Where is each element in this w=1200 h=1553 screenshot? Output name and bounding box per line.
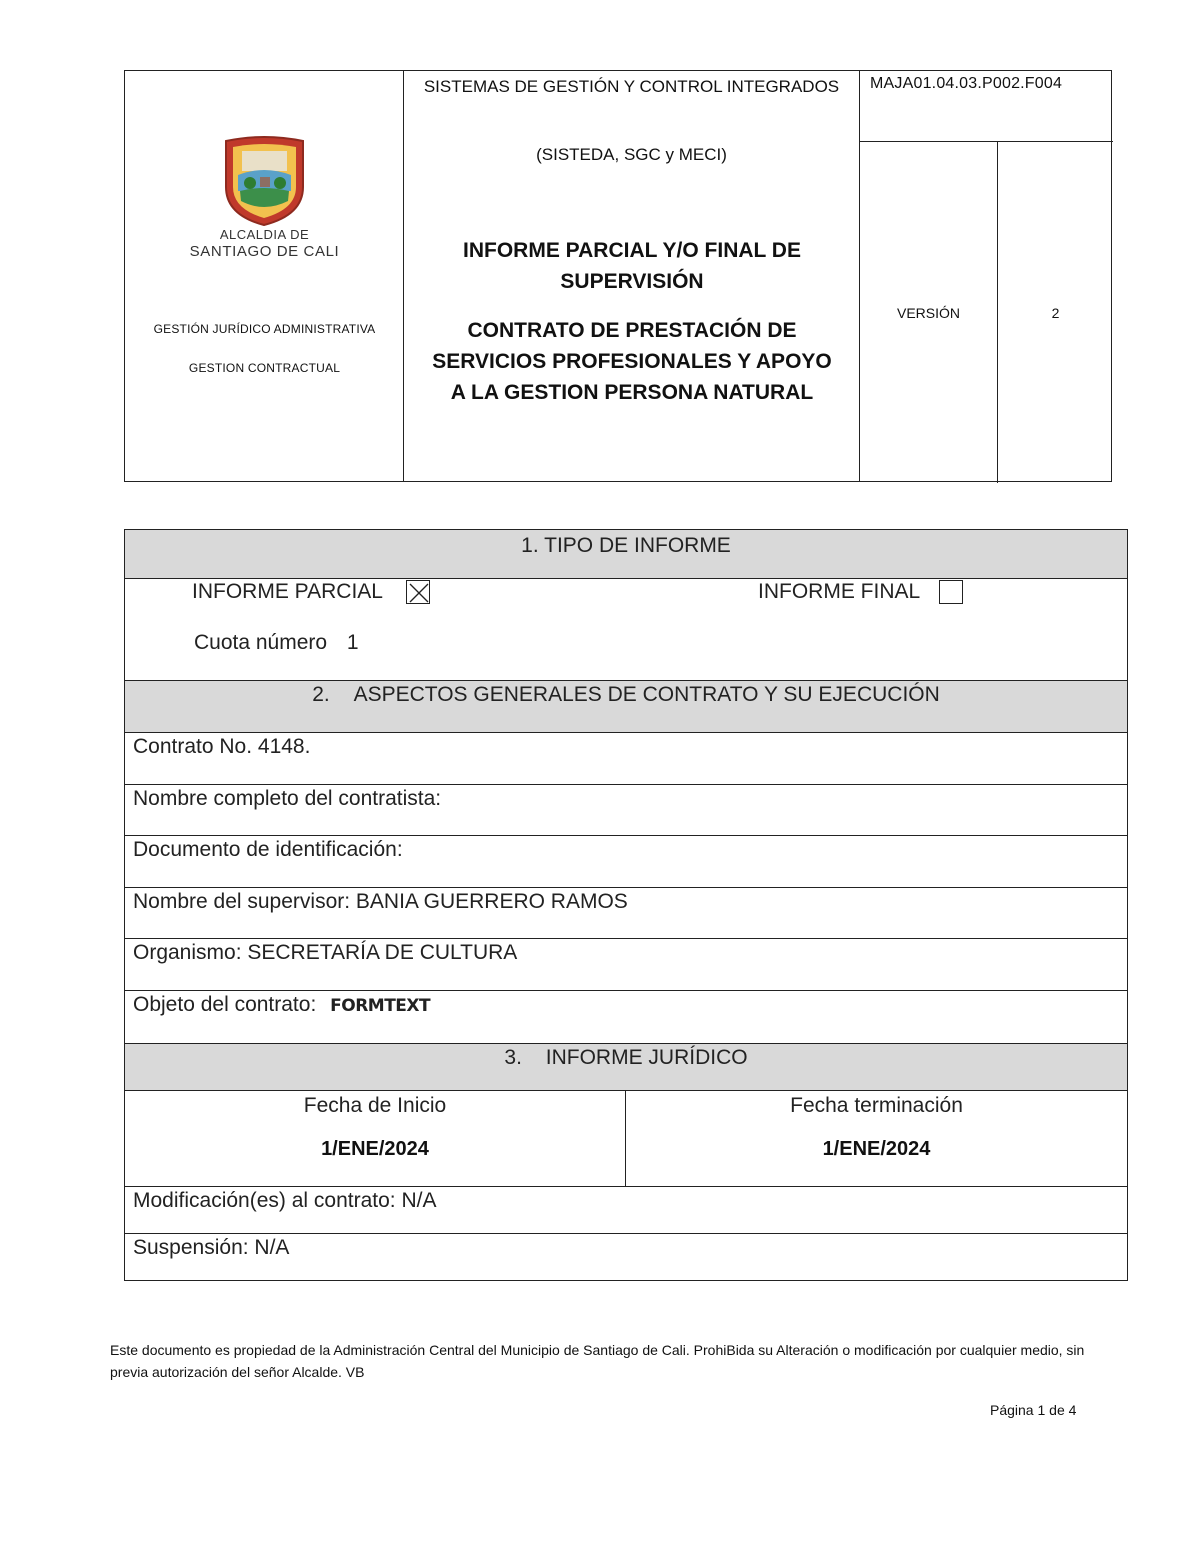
partial-report-label: INFORME PARCIAL bbox=[192, 580, 383, 603]
section-2-title bbox=[125, 681, 1127, 707]
section-1-header bbox=[125, 530, 1127, 579]
end-date-label: Fecha terminación bbox=[790, 1094, 963, 1117]
section-1-title: 1. TIPO DE INFORME bbox=[521, 534, 731, 557]
suspension-row bbox=[125, 1234, 1127, 1280]
report-type-row bbox=[125, 579, 1127, 681]
final-report-label: INFORME FINAL bbox=[758, 580, 920, 603]
header-table bbox=[124, 70, 1112, 482]
document-code: MAJA01.04.03.P002.F004 bbox=[860, 71, 1113, 142]
page-number: Página 1 de 4 bbox=[990, 1402, 1077, 1418]
modifications-text: Modificación(es) al contrato: N/A bbox=[133, 1189, 437, 1212]
system-name: SISTEMAS DE GESTIÓN Y CONTROL INTEGRADOS bbox=[423, 77, 840, 96]
section-3-title bbox=[125, 1044, 1127, 1070]
section-2-label: ASPECTOS GENERALES DE CONTRATO Y SU EJECUCIÓN bbox=[353, 683, 940, 706]
id-document-row bbox=[125, 836, 1127, 888]
installment-field bbox=[194, 631, 359, 655]
suspension-text: Suspensión: N/A bbox=[133, 1236, 290, 1259]
section-3-header bbox=[125, 1044, 1127, 1091]
section-2-number: 2. bbox=[312, 683, 330, 706]
logo-text-alcaldia: ALCALDIA DE bbox=[219, 227, 310, 242]
subdepartment-label: GESTION CONTRACTUAL bbox=[188, 361, 341, 375]
end-date-value: 1/ENE/2024 bbox=[822, 1138, 931, 1160]
contract-number-row bbox=[125, 733, 1127, 785]
installment-label: Cuota número bbox=[194, 631, 328, 654]
document-title: INFORME PARCIAL Y/O FINAL DE SUPERVISIÓN bbox=[463, 239, 801, 293]
department-label: GESTIÓN JURÍDICO ADMINISTRATIVA bbox=[153, 322, 376, 336]
section-3-number: 3. bbox=[504, 1046, 522, 1069]
start-date-cell bbox=[125, 1091, 626, 1187]
start-date-label: Fecha de Inicio bbox=[303, 1094, 447, 1117]
contract-object-field[interactable]: FORMTEXT bbox=[330, 996, 431, 1016]
contract-object-label: Objeto del contrato: bbox=[133, 993, 317, 1016]
final-report-option[interactable] bbox=[758, 580, 963, 604]
checked-x-icon bbox=[407, 581, 431, 605]
installment-value: 1 bbox=[346, 631, 359, 654]
organism-name: Organismo: SECRETARÍA DE CULTURA bbox=[133, 941, 518, 964]
supervisor-name: Nombre del supervisor: BANIA GUERRERO RAMOS bbox=[133, 890, 628, 913]
partial-report-option[interactable] bbox=[192, 580, 430, 604]
contract-object-row bbox=[125, 991, 1127, 1044]
logo-cell bbox=[125, 71, 404, 481]
report-form-table bbox=[124, 529, 1128, 1281]
coat-of-arms-emblem bbox=[222, 135, 307, 227]
partial-report-checkbox[interactable] bbox=[406, 580, 430, 604]
code-cell bbox=[860, 71, 1113, 481]
contractor-name-label: Nombre completo del contratista: bbox=[133, 787, 442, 810]
title-cell bbox=[404, 71, 860, 481]
version-value: 2 bbox=[1051, 304, 1060, 321]
end-date-cell bbox=[626, 1091, 1127, 1187]
supervisor-row bbox=[125, 888, 1127, 939]
contractor-name-row bbox=[125, 785, 1127, 836]
section-2-header bbox=[125, 681, 1127, 733]
ownership-disclaimer: Este documento es propiedad de la Administración Central del Municipio de Santiago de Cali. ProhiBida su Alteración o modificación por cualquier medio, sin previa autorización del señor Alcalde. VB bbox=[110, 1342, 1085, 1380]
organism-row bbox=[125, 939, 1127, 991]
contract-type-title: CONTRATO DE PRESTACIÓN DE SERVICIOS PROFESIONALES Y APOYO A LA GESTION PERSONA NATURAL bbox=[432, 319, 832, 404]
contract-number: Contrato No. 4148. bbox=[133, 735, 311, 758]
dates-row bbox=[125, 1091, 1127, 1187]
version-label: VERSIÓN bbox=[860, 142, 998, 483]
modifications-row bbox=[125, 1187, 1127, 1234]
start-date-value: 1/ENE/2024 bbox=[321, 1138, 429, 1160]
final-report-checkbox[interactable] bbox=[939, 580, 963, 604]
system-acronyms: (SISTEDA, SGC y MECI) bbox=[536, 145, 727, 164]
id-document-label: Documento de identificación: bbox=[133, 838, 403, 861]
logo-text-city: SANTIAGO DE CALI bbox=[189, 243, 340, 260]
section-3-label: INFORME JURÍDICO bbox=[545, 1046, 748, 1069]
contract-object bbox=[125, 991, 1127, 1017]
